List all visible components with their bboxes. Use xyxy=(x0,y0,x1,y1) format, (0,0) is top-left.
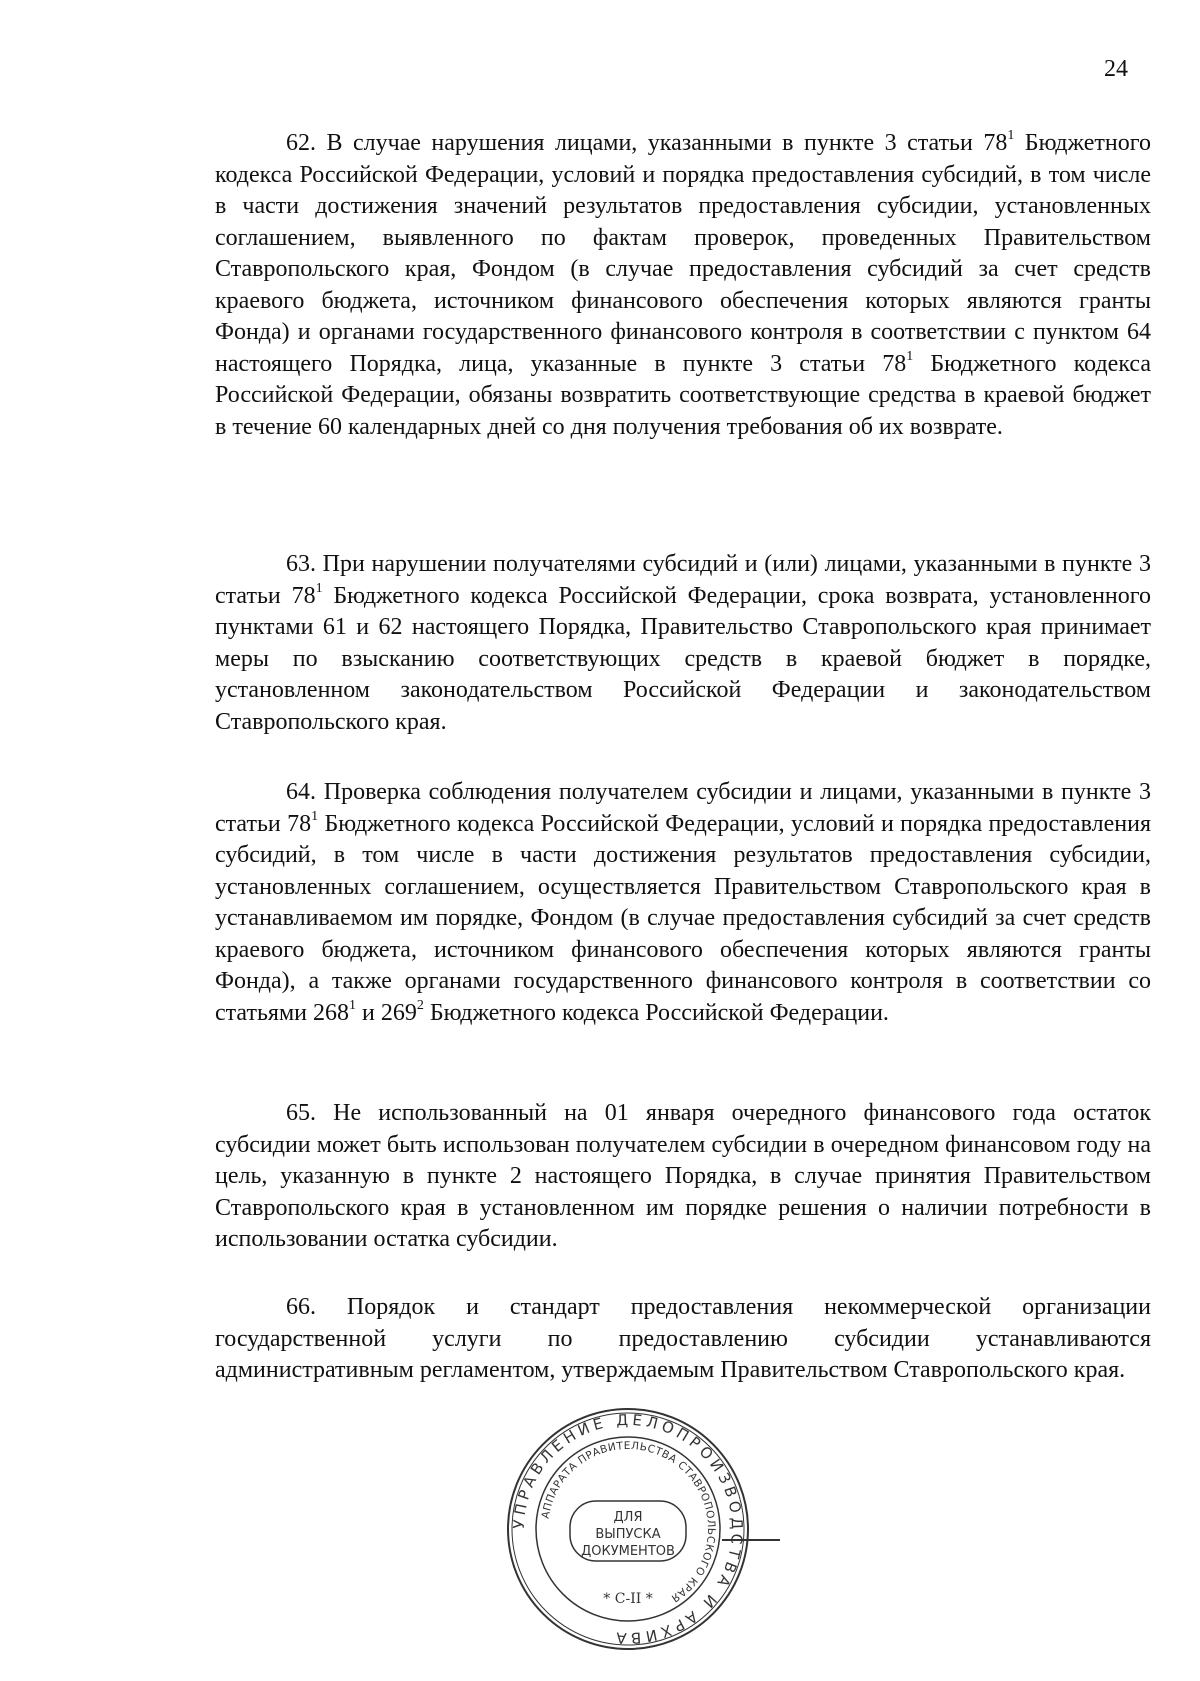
paragraph-65-text: 65. Не использованный на 01 января очередного финансового года остаток субсидии может быть использован получателем субсидии в очередном финансовом году на цель, указанную в пункте 2 настоящего Порядка, в случае принятия Правительством Ставропольского края в установленном им порядке решения о наличии потребности в использовании остатка субсидии. xyxy=(215,1100,1151,1252)
paragraph-63-text-a: 63. При нарушении получателями субсидий и (или) лицами, указанными в пункте 3 статьи 78 xyxy=(215,551,1151,609)
official-stamp xyxy=(505,1406,751,1652)
paragraph-62-text-b: Бюджетного кодекса Российской Федерации, условий и порядка предоставления субсидий, в том числе в части достижения значений результатов предоставления субсидии, установленных соглашением, выявленного по фактам проверок, проведенных Правительством Ставропольского края, Фондом (в случае предоставления субсидий за счет средств краевого бюджета, источником финансового обеспечения которых являются гранты Фонда) и органами государственного финансового контроля в соответствии с пунктом 64 настоящего Порядка, лица, указанные в пункте 3 статьи 78 xyxy=(215,130,1152,377)
paragraph-64-text-b: Бюджетного кодекса Российской Федерации, условий и порядка предоставления субсидий, в том числе в части достижения результатов предоставления субсидии, установленных соглашением, осуществляется Правительством Ставропольского края в устанавливаемом им порядке, Фондом (в случае предоставления субсидий за счет средств краевого бюджета, источником финансового обеспечения которых являются гранты Фонда), а также органами государственного финансового контроля в соответствии со статьями 268 xyxy=(215,810,1152,1026)
superscript: 1 xyxy=(315,580,323,596)
superscript: 1 xyxy=(1007,128,1015,143)
superscript: 1 xyxy=(348,997,356,1013)
stamp-center-line2: ВЫПУСКА xyxy=(595,1527,661,1542)
superscript: 1 xyxy=(906,348,914,364)
superscript: 1 xyxy=(311,808,319,824)
paragraph-64-text-c: и 269 xyxy=(355,999,417,1026)
paragraph-63-text-b: Бюджетного кодекса Российской Федерации, срока возврата, установленного пунктами 61 и 62 настоящего Порядка, Правительство Ставропольского края принимает меры по взысканию соответствующих средств в краевой бюджет в порядке, установленном законодательством Российской Федерации и законодательством Ставропольского края. xyxy=(215,582,1151,735)
paragraph-66 xyxy=(215,1292,1151,1387)
page-number: 24 xyxy=(1104,56,1128,82)
stamp-center-line1: ДЛЯ xyxy=(613,1510,643,1525)
paragraph-66-text: 66. Порядок и стандарт предоставления некоммерческой организации государственной услуги по предоставлению субсидии устанавливаются административным регламентом, утверждаемым Правительством Ставропольского края. xyxy=(215,1294,1151,1383)
paragraph-64-text-a: 64. Проверка соблюдения получателем субсидии и лицами, указанными в пункте 3 статьи 78 xyxy=(215,779,1151,837)
paragraph-65 xyxy=(215,1098,1151,1256)
paragraph-64-text-d: Бюджетного кодекса Российской Федерации. xyxy=(423,999,889,1026)
paragraph-64 xyxy=(215,777,1151,1029)
stamp-center-line3: ДОКУМЕНТОВ xyxy=(581,1544,675,1559)
superscript: 2 xyxy=(416,997,424,1013)
stamp-code: * С-II * xyxy=(603,1591,653,1607)
paragraph-62 xyxy=(215,128,1151,443)
stamp-outer-text: УПРАВЛЕНИЕ ДЕЛОПРОИЗВОДСТВА И АРХИВА xyxy=(509,1410,747,1648)
paragraph-63 xyxy=(215,549,1151,738)
stamp-inner-text: АППАРАТА ПРАВИТЕЛЬСТВА СТАВРОПОЛЬСКОГО КРАЯ xyxy=(539,1439,718,1605)
paragraph-62-text-c: Бюджетного кодекса Российской Федерации, обязаны возвратить соответствующие средства в краевой бюджет в течение 60 календарных дней со дня получения требования об их возврате. xyxy=(215,350,1151,440)
paragraph-62-text-a: 62. В случае нарушения лицами, указанными в пункте 3 статьи 78 xyxy=(286,130,1008,156)
